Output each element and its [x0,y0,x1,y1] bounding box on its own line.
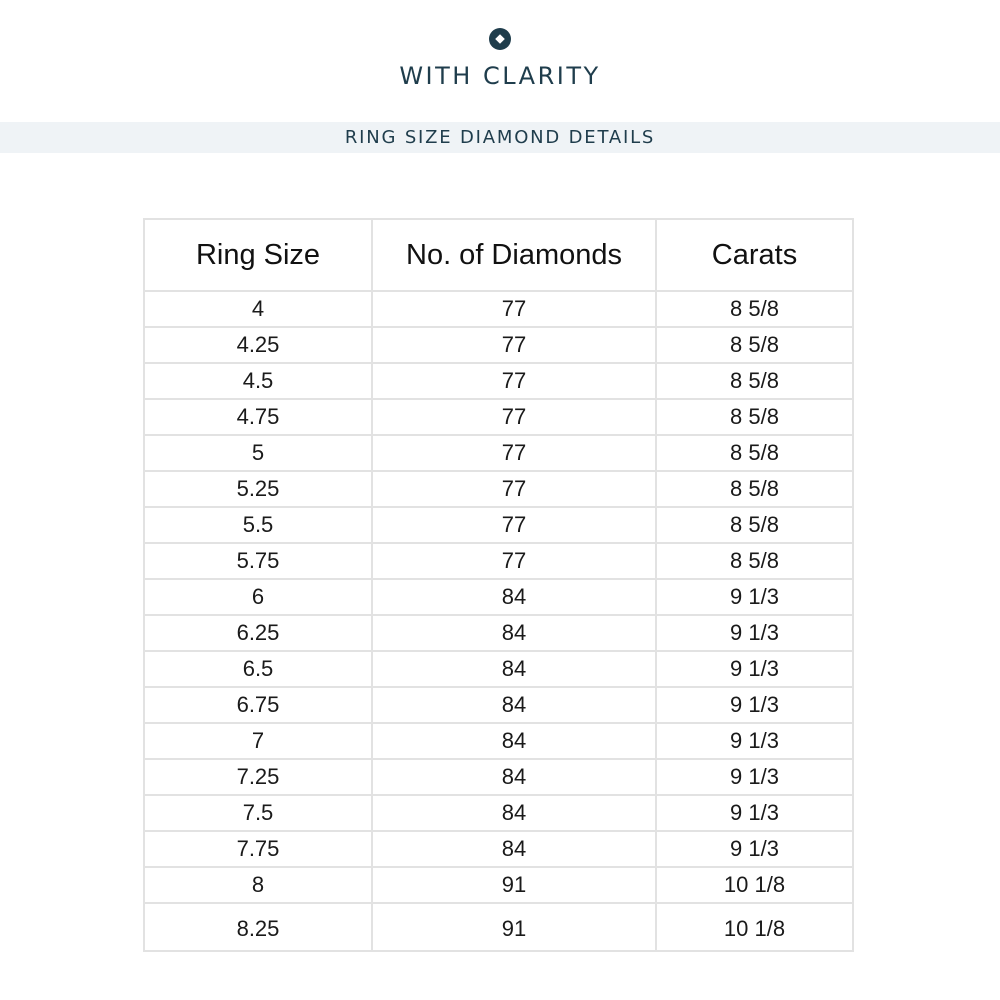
table-row [144,831,853,867]
diamond-count-cell: 84 [372,831,656,867]
diamond-count-cell: 77 [372,507,656,543]
carats-cell: 8 5/8 [656,399,853,435]
table-header-row [144,219,853,291]
banner-title: RING SIZE DIAMOND DETAILS [344,127,656,148]
carats-cell: 9 1/3 [656,579,853,615]
carats-cell: 9 1/3 [656,795,853,831]
diamond-count-cell: 91 [372,903,656,951]
table-row [144,795,853,831]
ring-size-cell: 4.75 [144,399,372,435]
ring-size-table [143,218,854,952]
diamond-count-cell: 77 [372,363,656,399]
ring-size-cell: 6.75 [144,687,372,723]
carats-cell: 8 5/8 [656,435,853,471]
carats-cell: 8 5/8 [656,507,853,543]
carats-cell: 9 1/3 [656,651,853,687]
ring-size-cell: 7.5 [144,795,372,831]
diamond-count-cell: 84 [372,759,656,795]
diamond-in-circle-icon [489,28,511,50]
diamond-count-cell: 77 [372,399,656,435]
diamond-count-cell: 91 [372,867,656,903]
ring-size-cell: 6.25 [144,615,372,651]
carats-cell: 8 5/8 [656,291,853,327]
table-row [144,903,853,951]
table-row [144,759,853,795]
ring-size-cell: 6.5 [144,651,372,687]
carats-cell: 9 1/3 [656,723,853,759]
diamond-count-cell: 84 [372,651,656,687]
diamond-count-cell: 77 [372,435,656,471]
section-banner [0,122,1000,153]
table-row [144,471,853,507]
table-row [144,543,853,579]
ring-size-cell: 4.5 [144,363,372,399]
diamond-count-cell: 84 [372,687,656,723]
header-ring-size: Ring Size [144,219,372,291]
carats-cell: 9 1/3 [656,759,853,795]
ring-size-cell: 5.25 [144,471,372,507]
header-no-of-diamonds: No. of Diamonds [372,219,656,291]
table-row [144,399,853,435]
diamond-count-cell: 77 [372,543,656,579]
diamond-count-cell: 84 [372,579,656,615]
ring-size-cell: 7 [144,723,372,759]
ring-size-cell: 5.5 [144,507,372,543]
diamond-count-cell: 77 [372,471,656,507]
carats-cell: 9 1/3 [656,615,853,651]
carats-cell: 9 1/3 [656,831,853,867]
carats-cell: 10 1/8 [656,867,853,903]
diamond-count-cell: 77 [372,327,656,363]
carats-cell: 8 5/8 [656,543,853,579]
ring-size-cell: 7.25 [144,759,372,795]
carats-cell: 8 5/8 [656,327,853,363]
carats-cell: 8 5/8 [656,471,853,507]
carats-cell: 9 1/3 [656,687,853,723]
carats-cell: 8 5/8 [656,363,853,399]
ring-size-cell: 4 [144,291,372,327]
diamond-count-cell: 84 [372,723,656,759]
diamond-count-cell: 84 [372,795,656,831]
table-row [144,435,853,471]
table-row [144,327,853,363]
table-row [144,651,853,687]
brand-name: WITH CLARITY [399,62,601,90]
carats-cell: 10 1/8 [656,903,853,951]
table-row [144,507,853,543]
header-carats: Carats [656,219,853,291]
ring-size-cell: 8 [144,867,372,903]
ring-size-cell: 5.75 [144,543,372,579]
table-row [144,867,853,903]
ring-size-cell: 6 [144,579,372,615]
table-row [144,291,853,327]
table-row [144,687,853,723]
ring-size-cell: 4.25 [144,327,372,363]
ring-size-cell: 8.25 [144,903,372,951]
diamond-count-cell: 84 [372,615,656,651]
table-row [144,579,853,615]
table-row [144,615,853,651]
ring-size-cell: 7.75 [144,831,372,867]
diamond-count-cell: 77 [372,291,656,327]
ring-size-cell: 5 [144,435,372,471]
table-row [144,723,853,759]
table-row [144,363,853,399]
